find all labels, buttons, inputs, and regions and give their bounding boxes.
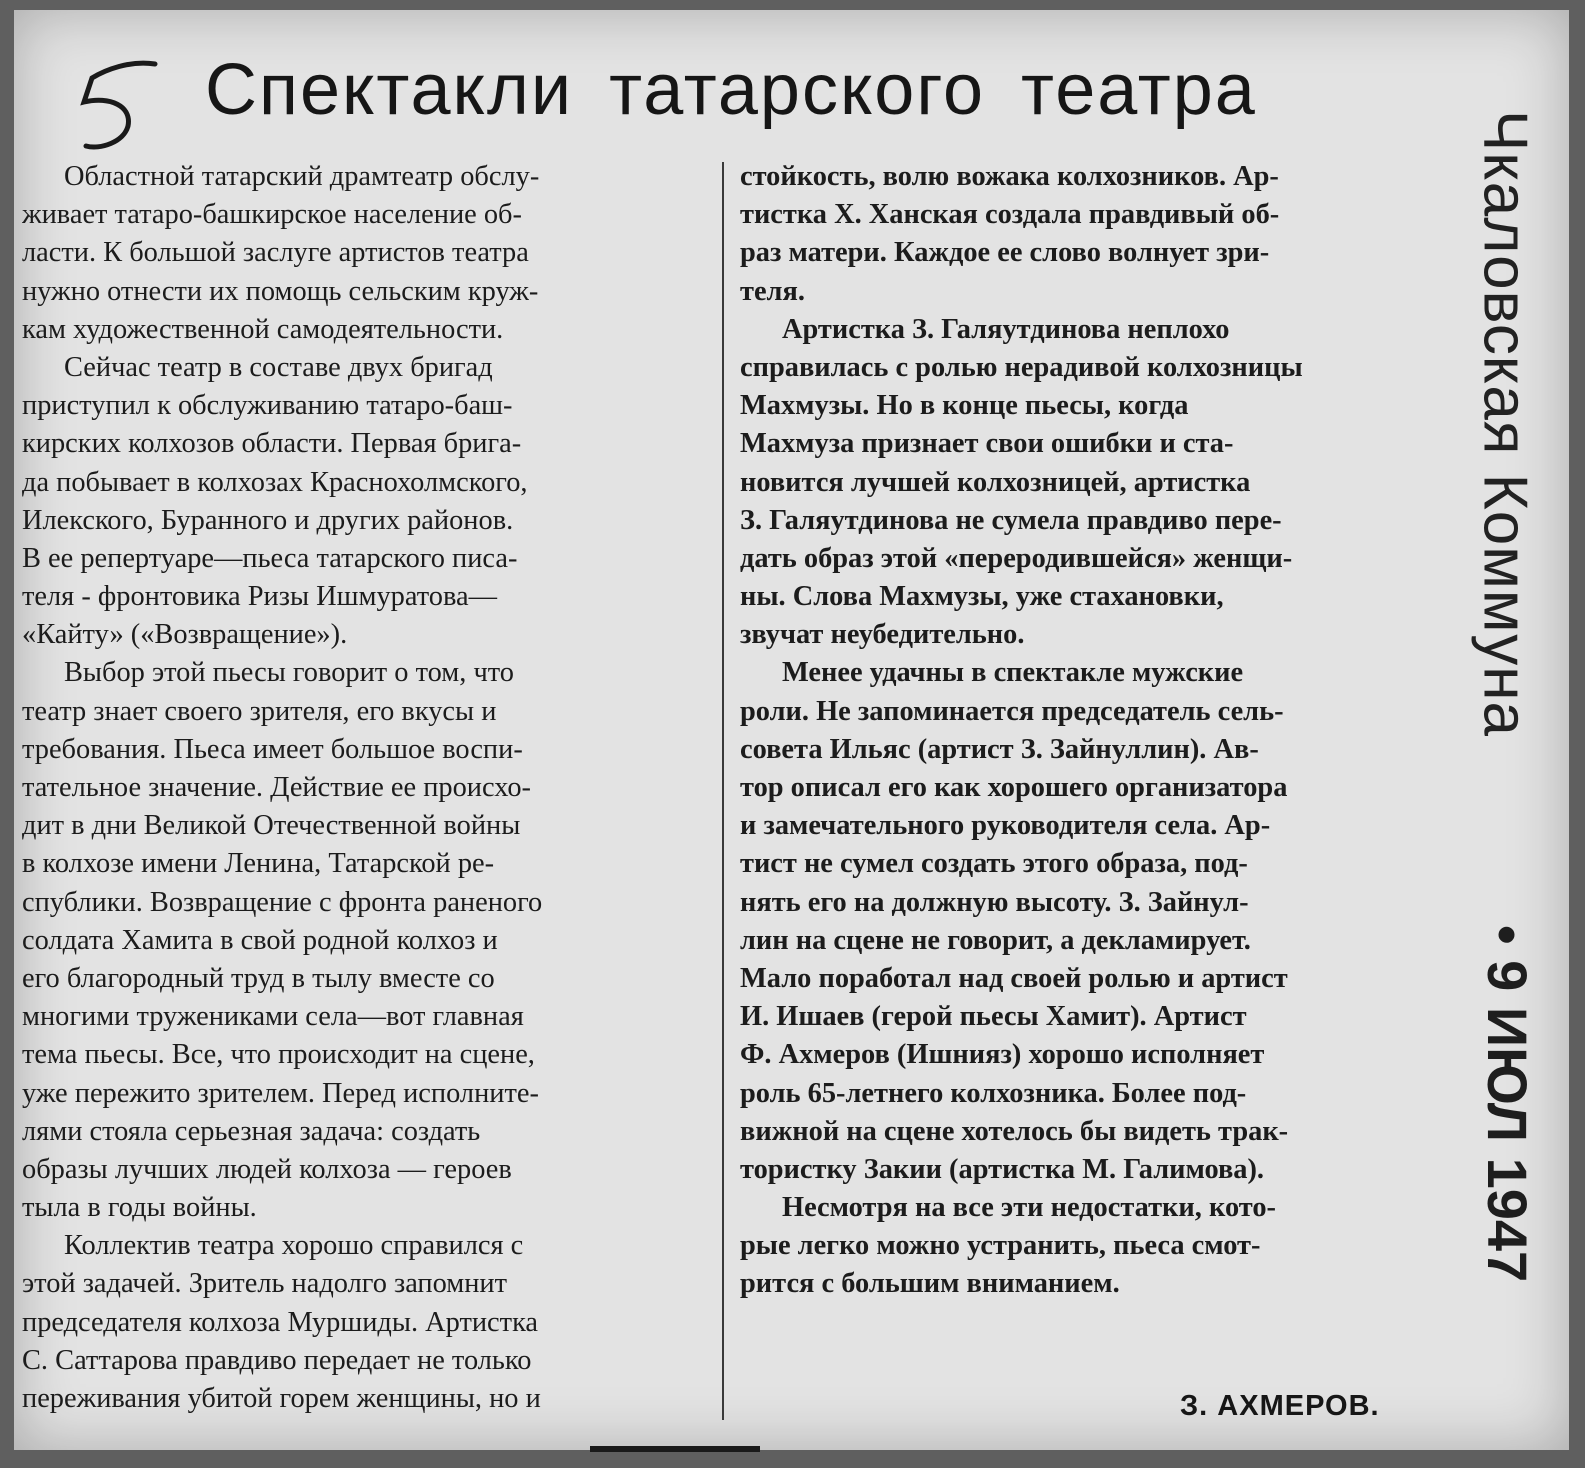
text-line: солдата Хамита в свой родной колхоз и <box>22 924 498 956</box>
handwritten-number-mark <box>70 58 160 153</box>
text-line: многими тружениками села—вот главная <box>22 1001 524 1033</box>
text-line: тема пьесы. Все, что происходит на сцене, <box>22 1039 535 1071</box>
text-line: теля. <box>740 275 805 307</box>
text-line: Ф. Ахмеров (Ишнияз) хорошо исполняет <box>740 1039 1265 1071</box>
article-author: З. АХМЕРОВ. <box>1180 1390 1380 1422</box>
text-line: нять его на должную высоту. З. Зайнул- <box>740 886 1249 918</box>
text-line: рится с большим вниманием. <box>740 1268 1120 1300</box>
text-line: этой задачей. Зритель надолго запомнит <box>22 1268 508 1300</box>
text-line: роль 65-летнего колхозника. Более под- <box>740 1077 1247 1109</box>
text-line: Менее удачны в спектакле мужские <box>782 657 1244 689</box>
text-line: и замечательного руководителя села. Ар- <box>740 810 1271 842</box>
text-line: Выбор этой пьесы говорит о том, что <box>64 657 514 689</box>
text-line: театр знает своего зрителя, его вкусы и <box>22 695 497 727</box>
text-line: И. Ишаев (герой пьесы Хамит). Артист <box>740 1001 1247 1033</box>
text-line: лями стояла серьезная задача: создать <box>22 1115 481 1147</box>
text-line: Сейчас театр в составе двух бригад <box>64 351 493 383</box>
text-line: кам художественной самодеятельности. <box>22 313 504 345</box>
publication-date: • 9 ИЮЛ 1947 <box>1476 925 1539 1283</box>
text-line: живает татаро-башкирское население об- <box>22 199 522 231</box>
text-line: дит в дни Великой Отечественной войны <box>22 810 521 842</box>
text-line: Мало поработал над своей ролью и артист <box>740 962 1288 994</box>
text-line: рые легко можно устранить, пьеса смот- <box>740 1230 1261 1262</box>
text-line: «Кайту» («Возвращение»). <box>22 619 348 651</box>
text-line: Махмуза признает свои ошибки и ста- <box>740 428 1234 460</box>
text-line: ласти. К большой заслуге артистов театра <box>22 237 529 269</box>
text-line: Областной татарский драмтеатр обслу- <box>64 161 540 192</box>
text-line: звучат неубедительно. <box>740 619 1025 651</box>
text-line: Коллектив театра хорошо справился с <box>64 1230 524 1262</box>
column-divider <box>722 162 724 1420</box>
text-line: в колхозе имени Ленина, Татарской ре- <box>22 848 495 880</box>
text-line: тистка Х. Ханская создала правдивый об- <box>740 199 1280 231</box>
text-line: совета Ильяс (артист З. Зайнуллин). Ав- <box>740 733 1259 765</box>
article-column-right <box>740 158 1430 1304</box>
text-line: тыла в годы войны. <box>22 1192 257 1224</box>
text-line: его благородный труд в тылу вместе со <box>22 962 495 994</box>
text-line: ны. Слова Махмузы, уже стахановки, <box>740 581 1224 613</box>
text-line: В ее репертуаре—пьеса татарского писа- <box>22 542 518 574</box>
text-line: Махмузы. Но в конце пьесы, когда <box>740 390 1189 422</box>
text-line: Артистка З. Галяутдинова неплохо <box>782 313 1230 345</box>
text-line: вижной на сцене хотелось бы видеть трак- <box>740 1115 1289 1147</box>
text-line: дать образ этой «переродившейся» женщи- <box>740 542 1293 574</box>
text-line: лин на сцене не говорит, а декламирует. <box>740 924 1251 956</box>
text-line: тор описал его как хорошего организатора <box>740 772 1288 803</box>
text-line: переживания убитой горем женщины, но и <box>22 1383 541 1414</box>
text-line: З. Галяутдинова не сумела правдиво пере- <box>740 504 1282 536</box>
article-column-left <box>22 158 714 1418</box>
text-line: Илекского, Буранного и других районов. <box>22 504 514 536</box>
text-line: спублики. Возвращение с фронта раненого <box>22 886 543 918</box>
text-line: новится лучшей колхозницей, артистка <box>740 466 1251 498</box>
text-line: тист не сумел создать этого образа, под- <box>740 848 1248 880</box>
text-line: кирских колхозов области. Первая брига- <box>22 428 522 460</box>
text-line: образы лучших людей колхоза — героев <box>22 1153 512 1185</box>
text-line: теля - фронтовика Ризы Ишмуратова— <box>22 581 497 613</box>
text-line: требования. Пьеса имеет большое воспи- <box>22 733 523 765</box>
text-line: председателя колхоза Муршиды. Артистка <box>22 1306 539 1338</box>
text-line: да побывает в колхозах Краснохолмского, <box>22 466 528 498</box>
text-line: справилась с ролью нерадивой колхозницы <box>740 351 1303 383</box>
text-line: роли. Не запоминается председатель сель- <box>740 695 1284 727</box>
text-line: стойкость, волю вожака колхозников. Ар- <box>740 161 1279 192</box>
text-line: уже пережито зрителем. Перед исполните- <box>22 1077 539 1109</box>
bottom-rule <box>590 1446 760 1452</box>
text-line: приступил к обслуживанию татаро-баш- <box>22 390 513 422</box>
text-line: раз матери. Каждое ее слово волнует зри- <box>740 237 1270 269</box>
text-line: тательное значение. Действие ее происхо- <box>22 772 531 803</box>
text-line: Несмотря на все эти недостатки, кото- <box>782 1192 1276 1224</box>
text-line: тористку Закии (артистка М. Галимова). <box>740 1153 1265 1185</box>
article-headline: Спектакли татарского театра <box>205 50 1257 130</box>
text-line: нужно отнести их помощь сельским круж- <box>22 275 539 307</box>
publication-name: Чкаловская Коммуна <box>1470 110 1540 737</box>
text-line: С. Саттарова правдиво передает не только <box>22 1344 532 1376</box>
